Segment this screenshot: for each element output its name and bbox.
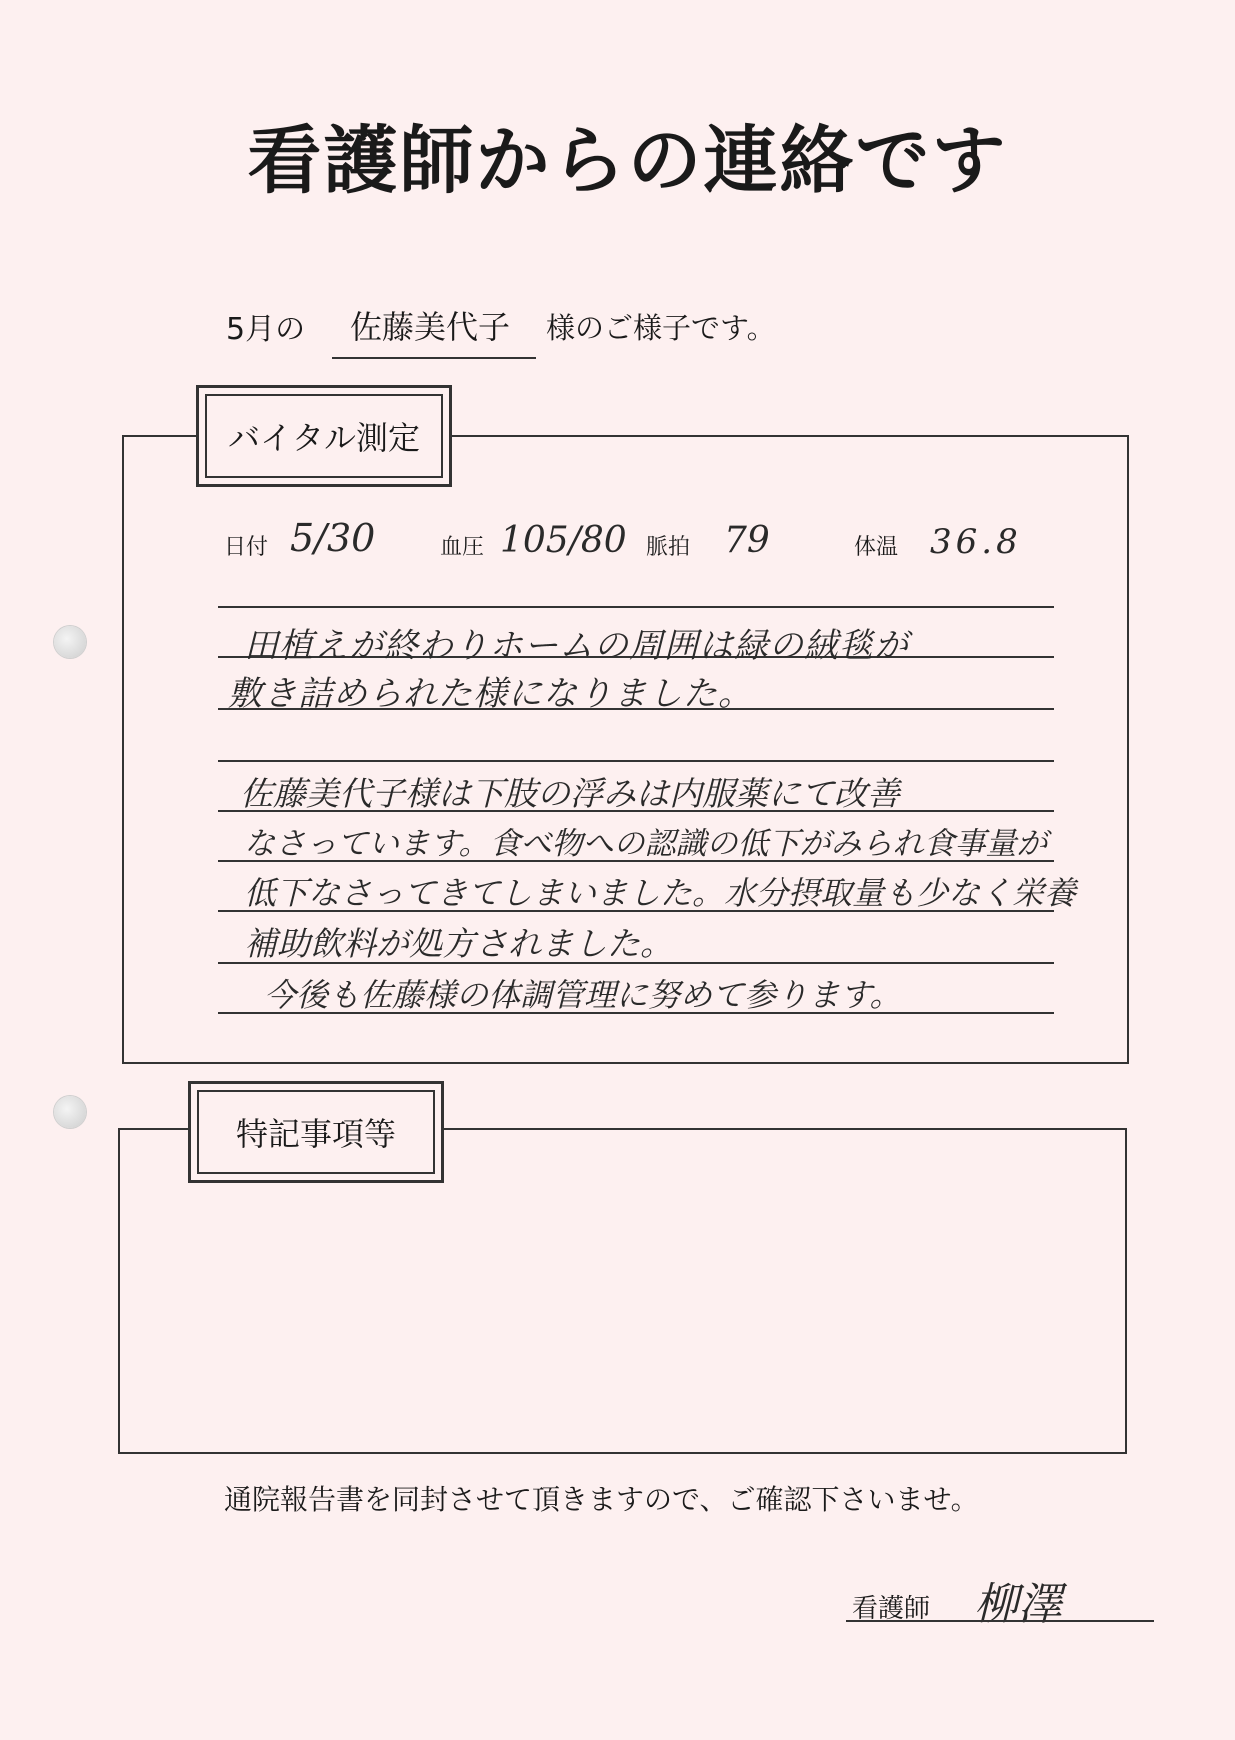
note-rule-1 — [218, 606, 1054, 608]
note-rule-4 — [218, 760, 1054, 762]
punch-hole-bottom — [54, 1096, 86, 1128]
note-line-7: 補助飲料が処方されました。 — [244, 924, 673, 963]
date-label: 日付 — [224, 535, 269, 560]
enclosure-notice: 通院報告書を同封させて頂きますので、ご確認下さいませ。 — [224, 1483, 979, 1516]
month-suffix: 様のご様子です。 — [546, 311, 776, 345]
bp-label: 血圧 — [440, 535, 485, 560]
bp-value: 105/80 — [500, 520, 627, 561]
nurse-label: 看護師 — [852, 1594, 931, 1624]
date-value: 5/30 — [290, 516, 376, 560]
note-line-4: 佐藤美代子様は下肢の浮みは内服薬にて改善 — [240, 774, 900, 813]
vitals-section-label — [196, 385, 452, 487]
punch-hole-top — [54, 626, 86, 658]
nurse-signature: 柳澤 — [974, 1579, 1062, 1630]
special-label-text: 特記事項等 — [235, 1115, 396, 1153]
temp-label: 体温 — [854, 535, 899, 560]
note-line-1: 田植えが終わりホームの周囲は緑の絨毯が — [244, 626, 909, 666]
signature-underline — [846, 1620, 1154, 1622]
resident-name: 佐藤美代子 — [350, 308, 511, 346]
pulse-label: 脈拍 — [646, 535, 691, 560]
note-line-2: 敷き詰められた様になりました。 — [228, 674, 753, 714]
name-underline — [332, 357, 536, 359]
page-title: 看護師からの連絡です — [247, 118, 1008, 204]
pulse-value: 79 — [724, 520, 770, 561]
note-line-8: 今後も佐藤様の体調管理に努めて参ります。 — [264, 976, 902, 1014]
note-line-5: なさっています。食べ物への認識の低下がみられ食事量が — [244, 826, 1048, 862]
temp-value: 36.8 — [930, 522, 1022, 562]
month-prefix: 5月の — [226, 312, 306, 347]
vitals-label-text: バイタル測定 — [227, 419, 420, 457]
special-notes-label — [188, 1081, 444, 1183]
note-line-6: 低下なさってきてしまいました。水分摂取量も少なく栄養 — [244, 874, 1077, 912]
